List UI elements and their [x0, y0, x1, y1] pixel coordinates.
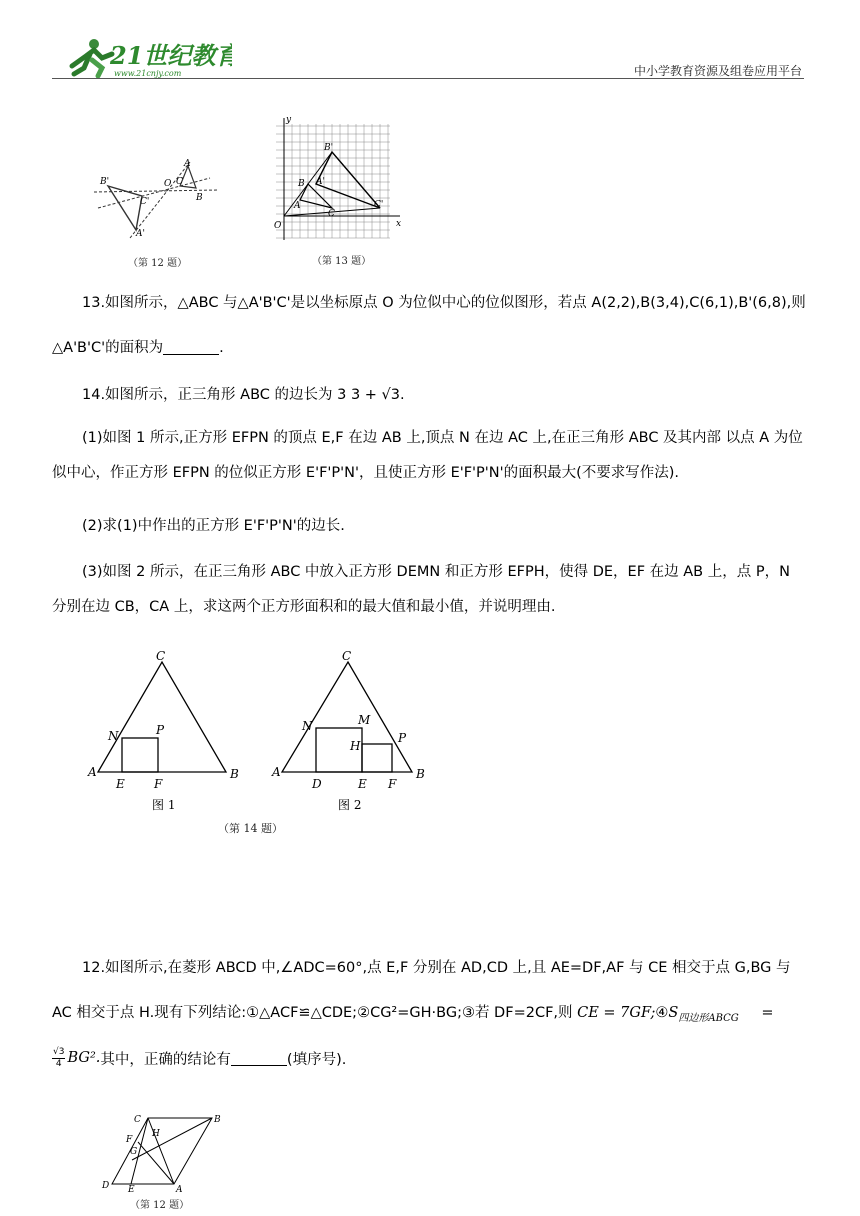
svg-text:B': B' [324, 143, 334, 153]
fig14-caption: （第 14 题） [218, 822, 283, 835]
figure-q14-2 [270, 646, 440, 812]
q13-line2: △A'B'C'的面积为 [52, 340, 164, 356]
svg-text:A': A' [136, 229, 145, 239]
figure-q12-top [90, 150, 220, 269]
q12-circ4: ④ [655, 1005, 669, 1021]
svg-text:www.21cnjy.com: www.21cnjy.com [114, 69, 182, 78]
fig2-label: 图 2 [338, 798, 362, 812]
svg-text:E: E [116, 777, 125, 791]
svg-text:E: E [128, 1185, 135, 1194]
q12-math-ce: CE = 7GF; [577, 1005, 656, 1021]
svg-text:C: C [134, 1115, 141, 1125]
q13-text [52, 286, 808, 321]
q12-text-1: 12.如图所示,在菱形 ABCD 中,∠ADC=60°,点 E,F 分别在 AD,CD 上,且 AE=DF,AF 与 CE 相交于点 G,BG 与 [82, 960, 791, 976]
q12-line3: 其中，正确的结论有 [100, 1051, 231, 1068]
runner-icon [72, 39, 112, 76]
fig12-bottom-caption: （第 12 题） [130, 1200, 190, 1211]
svg-text:O: O [164, 179, 172, 189]
q12-text-2 [52, 996, 808, 1036]
svg-text:F: F [126, 1135, 133, 1145]
svg-text:M: M [358, 713, 371, 727]
svg-text:B: B [298, 179, 305, 189]
q12-frac-den: 4 [55, 1058, 62, 1069]
svg-text:A': A' [316, 177, 325, 187]
fig1-label: 图 1 [152, 798, 176, 812]
svg-text:F: F [154, 777, 163, 791]
q14-part3: (3)如图 2 所示，在正三角形 ABC 中放入正方形 DEMN 和正方形 EFPH，使得 DE，EF 在边 AB 上，点 P，N 分别在边 CB，CA 上，求这两个正方形面积和的最大值和最小值，并说明理由. [52, 564, 790, 615]
q13-text-2 [52, 331, 808, 366]
figure-q14-1 [84, 646, 254, 812]
svg-text:C': C' [374, 200, 384, 210]
svg-text:B: B [196, 193, 203, 203]
svg-text:B': B' [100, 177, 110, 187]
svg-text:C': C' [140, 197, 150, 207]
svg-text:B: B [214, 1115, 221, 1125]
figure-q13 [268, 112, 408, 267]
svg-text:A: A [294, 201, 301, 211]
svg-text:A: A [272, 765, 281, 779]
svg-text:E: E [358, 777, 367, 791]
svg-text:C: C [156, 649, 166, 663]
q12-line2: AC 相交于点 H.现有下列结论:①△ACF≌△CDE;②CG²=GH·BG;③若 DF=2CF,则 [52, 1005, 573, 1021]
q12-fraction [52, 1047, 65, 1070]
svg-text:A: A [88, 765, 97, 779]
svg-text:D: D [102, 1181, 110, 1191]
svg-text:H: H [152, 1129, 160, 1139]
svg-text:N: N [302, 719, 313, 733]
svg-text:G: G [130, 1147, 138, 1157]
svg-text:N: N [108, 729, 119, 743]
svg-text:21世纪教育: 21世纪教育 [110, 41, 232, 70]
svg-text:B: B [416, 767, 425, 781]
q14-intro: 14.如图所示，正三角形 ABC 的边长为 3 3 + √3. [82, 387, 405, 403]
svg-text:C: C [342, 649, 352, 663]
q12-frac-num: √3 [53, 1046, 65, 1057]
q13-end: . [219, 340, 224, 356]
q14-part1: (1)如图 1 所示,正方形 EFPN 的顶点 E,F 在边 AB 上,顶点 N 在边 AC 上,在正三角形 ABC 及其内部 以点 A 为位似中心，作正方形 EFPN 的位似正方形 E'F'P'N'，且使正方形 E'F'P'N'的面积最大(不要求写作法). [52, 430, 803, 481]
svg-text:O: O [274, 221, 282, 231]
svg-text:x: x [396, 219, 402, 229]
svg-text:C: C [328, 209, 335, 219]
svg-text:C: C [176, 177, 183, 187]
header-divider [52, 78, 804, 79]
q12-text-3 [52, 1040, 346, 1076]
fig12-top-caption: （第 12 题） [128, 258, 188, 269]
q12-math-s: S [668, 1005, 679, 1021]
figure-q12-bottom [96, 1108, 236, 1211]
q14-part2: (2)求(1)中作出的正方形 E'F'P'N'的边长. [82, 518, 345, 534]
q12-line3-end: (填序号). [286, 1051, 347, 1068]
svg-text:P: P [398, 731, 407, 745]
q12-equals: = [761, 1005, 774, 1021]
svg-text:H: H [350, 739, 361, 753]
svg-text:A: A [176, 1185, 183, 1194]
svg-text:D: D [312, 777, 322, 791]
q13-answer-blank [163, 340, 219, 356]
svg-text:F: F [388, 777, 397, 791]
q12-math-s-sub: 四边形ABCG [678, 1012, 739, 1024]
q12-math-bg: BG². [67, 1050, 101, 1066]
svg-text:y: y [286, 115, 292, 125]
header-platform-text: 中小学教育资源及组卷应用平台 [633, 64, 802, 78]
fig13-caption: （第 13 题） [312, 256, 372, 267]
svg-text:B: B [230, 767, 239, 781]
q13-line1: 13.如图所示，△ABC 与△A'B'C'是以坐标原点 O 为位似中心的位似图形，若点 A(2,2),B(3,4),C(6,1),B'(6,8),则 [82, 295, 806, 311]
q12-answer-blank [231, 1050, 287, 1066]
svg-text:P: P [156, 723, 165, 737]
svg-text:A: A [184, 159, 191, 169]
